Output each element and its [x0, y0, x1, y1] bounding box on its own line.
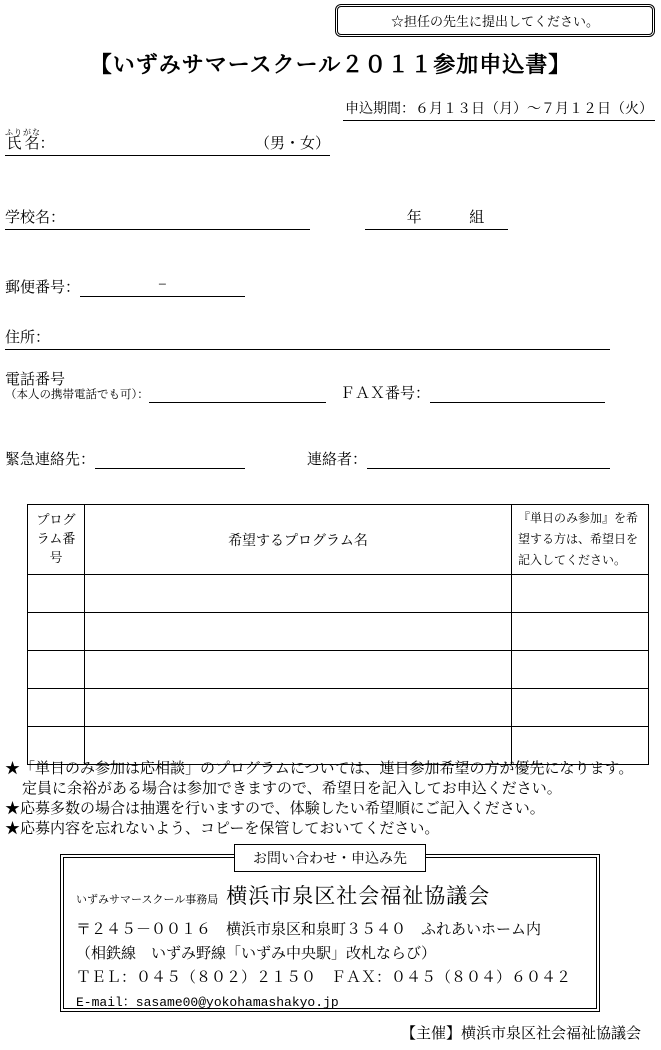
program-number-cell	[28, 689, 85, 727]
phone-label: 電話番号	[5, 372, 66, 388]
table-row	[28, 613, 649, 651]
program-table-header-row	[28, 505, 649, 575]
school-field	[5, 206, 310, 230]
desired-date-cell	[512, 651, 649, 689]
application-period-text: 申込期間：６月１３日（月）～７月１２日（火）	[343, 102, 655, 121]
tel-fax-line: ＴＥＬ：０４５（８０２）２１５０ ＦＡＸ：０４５（８０４）６０４２	[76, 970, 572, 986]
grade-label: 年	[406, 210, 422, 226]
program-number-cell	[28, 613, 85, 651]
address-label: 住所：	[5, 330, 51, 346]
gender-options: （男・女）	[254, 136, 330, 152]
postal-blank	[80, 277, 245, 297]
program-number-header: プログラム番号	[28, 505, 85, 575]
desired-date-cell	[512, 727, 649, 765]
contact-person-blank	[367, 451, 610, 469]
program-name-cell	[85, 727, 512, 765]
name-label: 氏名ふりがな：	[5, 128, 55, 152]
program-number-cell	[28, 575, 85, 613]
contact-person-label: 連絡者：	[307, 452, 368, 468]
postal-separator: −	[158, 277, 167, 293]
postal-address-line: 〒２４５－００１６ 横浜市泉区和泉町３５４０ ふれあいホーム内	[76, 922, 542, 938]
organization-line	[76, 880, 584, 910]
postal-label: 郵便番号：	[5, 280, 81, 296]
note-line: 定員に余裕がある場合は参加できますので、希望日を記入してお申込ください。	[22, 780, 562, 797]
class-label: 組	[469, 210, 485, 226]
program-name-cell	[85, 575, 512, 613]
contact-box-label: お問い合わせ・申込み先	[234, 844, 426, 872]
phone-note-label: （本人の携帯電話でも可）：	[5, 389, 149, 401]
program-name-header: 希望するプログラム名	[85, 505, 512, 575]
program-number-cell	[28, 651, 85, 689]
organizer-footer: 【主催】横浜市泉区社会福祉協議会	[400, 1026, 641, 1042]
single-day-header: 『単日のみ参加』を希望する方は、希望日を記入してください。	[512, 505, 649, 575]
submit-note-box	[335, 4, 655, 37]
fax-blank	[430, 385, 605, 403]
table-row	[28, 575, 649, 613]
emergency-label: 緊急連絡先：	[5, 452, 96, 468]
email-line: E-mail：sasame00@yokohamashakyo.jp	[76, 995, 339, 1010]
program-name-cell	[85, 651, 512, 689]
page-title: 【いずみサマースクール２０１１参加申込書】	[89, 52, 572, 77]
desired-date-cell	[512, 689, 649, 727]
phone-fax-row	[5, 382, 605, 403]
address-field-row	[5, 326, 610, 350]
note-line: ★応募多数の場合は抽選を行いますので、体験したい希望順にご記入ください。	[5, 800, 545, 817]
table-row	[28, 651, 649, 689]
desired-date-cell	[512, 613, 649, 651]
postal-field-row	[5, 276, 245, 297]
name-field-row	[5, 128, 330, 156]
table-row	[28, 727, 649, 765]
grade-class-field	[365, 206, 508, 230]
emergency-contact-row	[5, 448, 610, 469]
office-name: いずみサマースクール事務局	[76, 894, 219, 906]
school-field-row	[5, 206, 650, 230]
application-period	[343, 98, 655, 118]
note-line: ★「単日のみ参加は応相談」のプログラムについては、連日参加希望の方が優先になります。	[5, 761, 634, 777]
program-table	[27, 504, 649, 765]
program-name-cell	[85, 613, 512, 651]
program-number-cell	[28, 727, 85, 765]
notes-section	[5, 760, 657, 840]
emergency-blank	[95, 451, 245, 469]
program-name-cell	[85, 689, 512, 727]
table-row	[28, 689, 649, 727]
note-line: ★応募内容を忘れないよう、コピーを保管しておいてください。	[5, 820, 440, 837]
desired-date-cell	[512, 575, 649, 613]
school-label: 学校名：	[5, 210, 66, 226]
contact-box	[60, 854, 600, 1012]
submit-note-text: ☆担任の先生に提出してください。	[390, 14, 599, 29]
phone-blank	[149, 385, 326, 403]
fax-label: ＦＡＸ番号：	[339, 386, 430, 402]
furigana-ruby: ふりがな	[5, 128, 41, 137]
access-line: （相鉄線 いずみ野線「いずみ中央駅」改札ならび）	[76, 946, 437, 962]
organization-name: 横浜市泉区社会福祉協議会	[226, 884, 491, 908]
